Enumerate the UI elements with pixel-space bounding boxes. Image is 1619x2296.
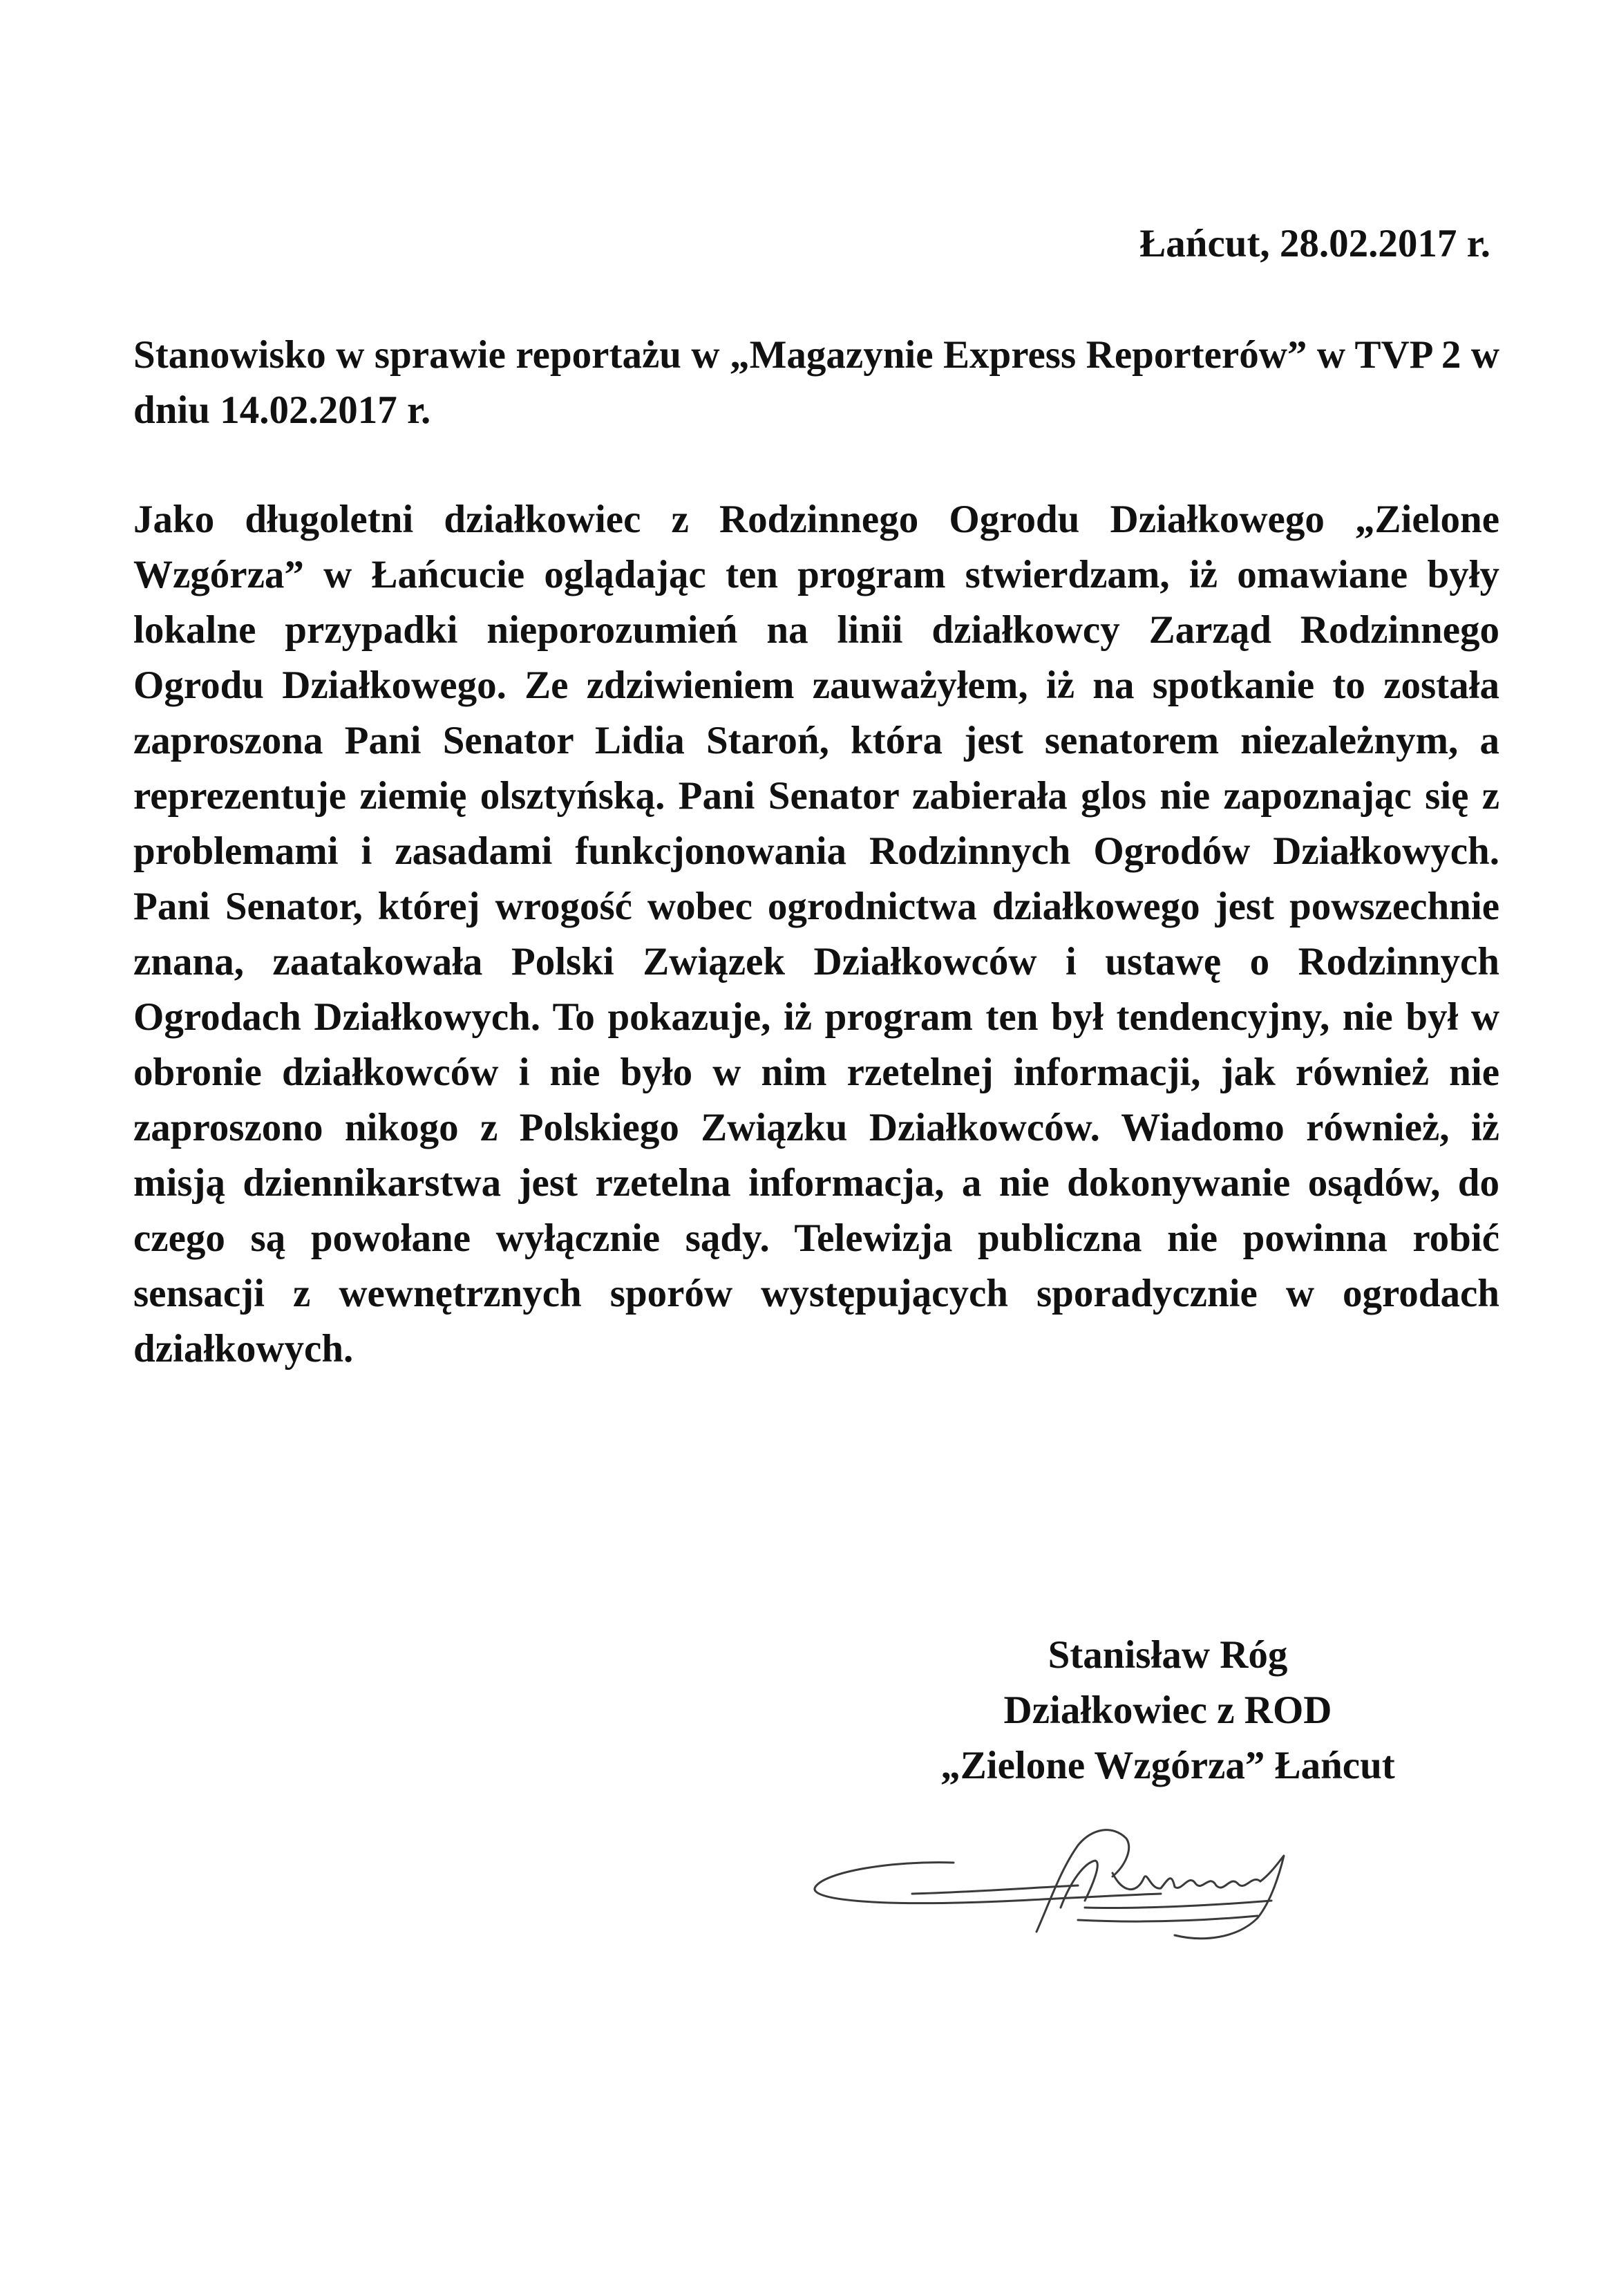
signature-block bbox=[871, 1628, 1465, 1794]
letter-subject: Stanowisko w sprawie reportażu w „Magazynie Express Reporterów” w TVP 2 w dniu 14.02.2017 r. bbox=[133, 333, 1499, 432]
signatory-garden: „Zielone Wzgórza” Łańcut bbox=[940, 1744, 1395, 1787]
letter-body: Jako długoletni działkowiec z Rodzinnego Ogrodu Działkowego „Zielone Wzgórza” w Łańcucie oglądając ten program stwierdzam, iż omawiane były lokalne przypadki nieporozumień na linii działkowcy Zarząd Rodzinnego Ogrodu Działkowego. Ze zdziwieniem zauważyłem, iż na spotkanie to została zaproszona Pani Senator Lidia Staroń, która jest senatorem niezależnym, a reprezentuje ziemię olsztyńską. Pani Senator zabierała glos nie zapoznając się z problemami i zasadami funkcjonowania Rodzinnych Ogrodów Działkowych. Pani Senator, której wrogość wobec ogrodnictwa działkowego jest powszechnie znana, zaatakowała Polski Związek Działkowców i ustawę o Rodzinnych Ogrodach Działkowych. To pokazuje, iż program ten był tendencyjny, nie był w obronie działkowców i nie było w nim rzetelnej informacji, jak również nie zaproszono nikogo z Polskiego Związku Działkowców. Wiadomo również, iż misją dziennikarstwa jest rzetelna informacja, a nie dokonywanie osądów, do czego są powołane wyłącznie sądy. Telewizja publiczna nie powinna robić sensacji z wewnętrznych sporów występujących sporadycznie w ogrodach działkowych. bbox=[133, 498, 1499, 1371]
handwritten-signature bbox=[788, 1797, 1341, 1956]
signatory-name: Stanisław Róg bbox=[1048, 1633, 1288, 1677]
letter-date: Łańcut, 28.02.2017 r. bbox=[1139, 222, 1490, 265]
signatory-role: Działkowiec z ROD bbox=[1003, 1688, 1332, 1732]
